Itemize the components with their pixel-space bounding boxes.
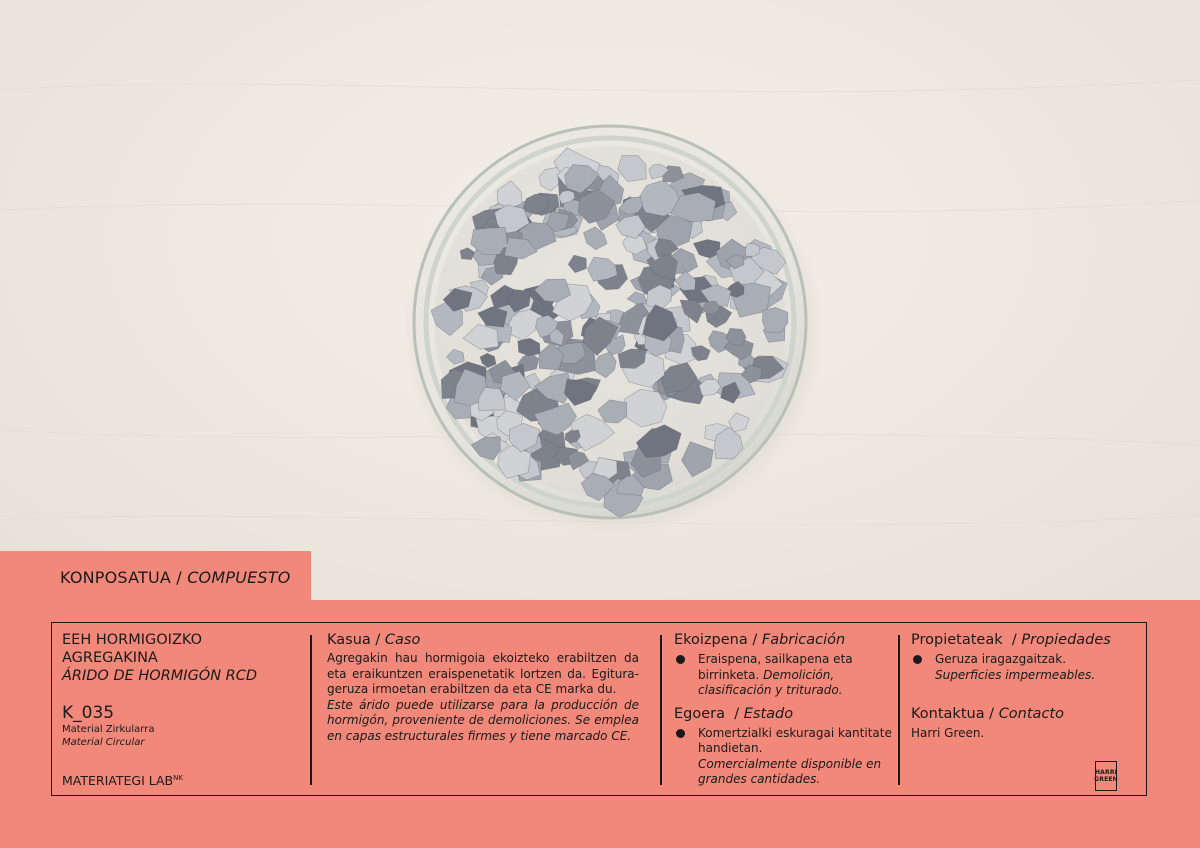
logo-line-1: HARRI [1094, 769, 1118, 776]
divider [660, 635, 662, 785]
divider [898, 635, 900, 785]
kasua-column [327, 631, 639, 744]
category-eu: KONPOSATUA [60, 568, 172, 587]
bullet-icon [676, 655, 685, 664]
ekoizpena-column [674, 631, 894, 788]
info-frame [51, 622, 1147, 796]
gravel-stone [745, 244, 759, 257]
propietateak-text-eu: Geruza iragazgaitzak. [935, 652, 1067, 666]
brand-name: MATERIATEGI LAB [62, 773, 174, 788]
ekoizpena-heading-eu: Ekoizpena [674, 632, 748, 648]
material-type-eu: Material Zirkularra [62, 724, 155, 735]
category-es: COMPUESTO [187, 568, 291, 587]
category-sep: / [171, 568, 188, 587]
ekoizpena-heading: Ekoizpena / Fabricación [674, 632, 846, 648]
egoera-heading-eu: Egoera [674, 705, 726, 722]
category-tab [0, 551, 311, 601]
ekoizpena-item [674, 652, 894, 699]
ekoizpena-heading-es: Fabricación [761, 632, 846, 648]
bullet-icon [913, 655, 922, 664]
propietateak-item [911, 652, 1136, 683]
material-title-eu: EEH HORMIGOIZKO AGREGAKINA [62, 632, 203, 666]
egoera-heading: Egoera / Estado [674, 705, 794, 722]
egoera-text-es: Comercialmente disponible en grandes cantidades. [698, 756, 882, 786]
harri-green-logo [1095, 761, 1117, 791]
kontaktua-heading: Kontaktua / Contacto [911, 706, 1064, 722]
kasua-text-eu: Agregakin hau hormigoia ekoizteko erabiltzen da eta eraikuntzen eraispenetatik lortzen da. Egitura-geruza irmoetan erabiltzen da eta CE marka du. [327, 651, 639, 696]
propietateak-heading-eu: Propietateak [911, 632, 1003, 648]
info-panel [0, 600, 1200, 848]
brand-label [62, 773, 183, 788]
propietateak-heading: Propietateak / Propiedades [911, 632, 1111, 648]
material-column [62, 631, 302, 749]
kasua-heading: Kasua / Caso [327, 632, 421, 648]
material-type-es: Material Circular [62, 737, 145, 748]
kontaktua-text: Harri Green. [911, 726, 985, 740]
kontaktua-heading-es: Contacto [998, 706, 1064, 722]
egoera-heading-es: Estado [743, 705, 794, 722]
ekoizpena-text-eu: Eraispena, sailkapena eta birrinketa. [698, 652, 853, 682]
bullet-icon [676, 729, 685, 738]
logo-line-2: GREEN [1094, 776, 1118, 783]
divider [310, 635, 312, 785]
propietateak-text-es: Superficies impermeables. [935, 667, 1096, 682]
egoera-item [674, 726, 894, 788]
brand-superscript: NK [173, 773, 183, 782]
category-label [60, 568, 291, 587]
propietateak-column [911, 631, 1136, 742]
kasua-text-es: Este árido puede utilizarse para la producción de hormigón, proveniente de demoliciones. Se emplea en capas estructurales firmes y tiene marcado CE. [327, 697, 639, 743]
kasua-heading-es: Caso [384, 632, 421, 648]
ekoizpena-text-es: Demolición, clasificación y triturado. [698, 667, 843, 697]
material-title-es: ÁRIDO DE HORMIGÓN RCD [62, 668, 258, 684]
propietateak-heading-es: Propiedades [1021, 632, 1111, 648]
kontaktua-heading-eu: Kontaktua [911, 706, 985, 722]
material-code: K_035 [62, 703, 115, 723]
kasua-heading-eu: Kasua [327, 632, 371, 648]
egoera-text-eu: Komertzialki eskuragai kantitate handietan. [698, 725, 892, 755]
